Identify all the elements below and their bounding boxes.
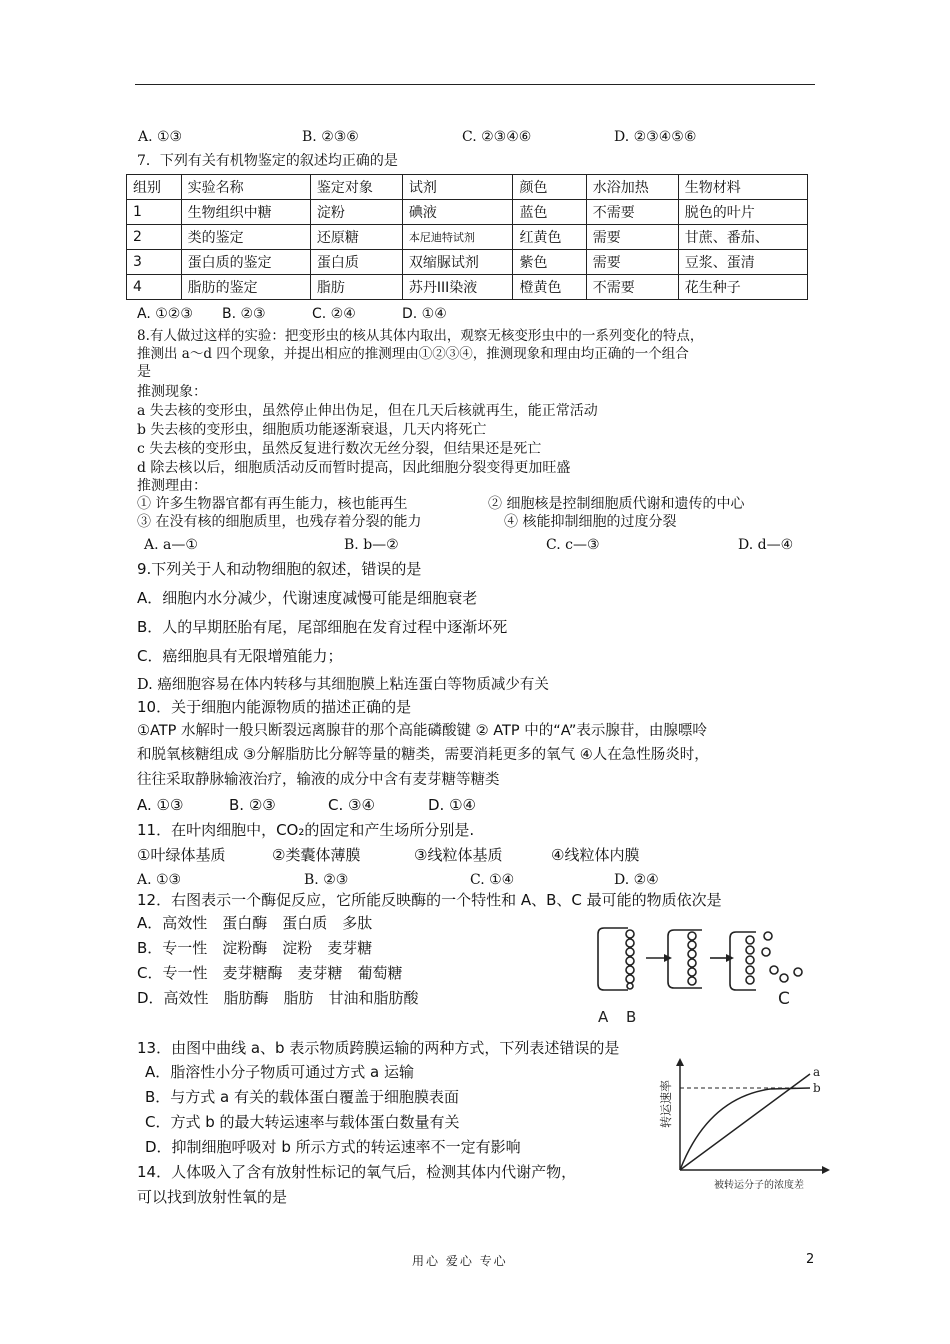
table-cell: 碘液: [402, 200, 513, 225]
x-axis-label: 被转运分子的浓度差: [714, 1180, 804, 1191]
q7-option-c: C. ②④: [312, 306, 356, 322]
q11-item-1: ①叶绿体基质: [137, 846, 226, 864]
curve-b-label: b: [813, 1081, 821, 1095]
fig-label-c: C: [778, 989, 790, 1009]
table-header-cell: 鉴定对象: [310, 175, 402, 200]
q12-option-c: C．专一性 麦芽糖酶 麦芽糖 葡萄糖: [137, 964, 403, 982]
transport-rate-graph: [650, 1058, 830, 1198]
table-cell: 4: [127, 275, 182, 300]
q12-option-b: B．专一性 淀粉酶 淀粉 麦芽糖: [137, 939, 373, 957]
q13-option-d: D．抑制细胞呼吸对 b 所示方式的转运速率不一定有影响: [145, 1138, 521, 1156]
q9-stem: 9.下列关于人和动物细胞的叙述，错误的是: [137, 560, 422, 578]
q8-phenomenon-b: b 失去核的变形虫，细胞质功能逐渐衰退，几天内将死亡: [137, 422, 487, 438]
q11-option-d: D. ②④: [614, 872, 659, 888]
curve-b: [680, 1088, 810, 1170]
q8-reason-1: ① 许多生物器官都有再生能力，核也能再生: [137, 496, 408, 512]
q9-option-a: A．细胞内水分减少，代谢速度减慢可能是细胞衰老: [137, 589, 478, 607]
table-cell: 3: [127, 250, 182, 275]
substrate-chain: [626, 930, 634, 989]
table-cell: 豆浆、蛋清: [678, 250, 807, 275]
table-cell: 蓝色: [513, 200, 586, 225]
q8-reasons-title: 推测理由：: [137, 478, 207, 494]
table-cell: 需要: [586, 225, 678, 250]
enzyme-reaction-diagram: [590, 922, 810, 1032]
q11-option-b: B. ②③: [304, 872, 349, 888]
enzyme-shape: [730, 932, 756, 990]
q7-option-d: D. ①④: [402, 306, 447, 322]
table-cell: 红黄色: [513, 225, 586, 250]
q12-option-d: D．高效性 脂肪酶 脂肪 甘油和脂肪酸: [137, 989, 419, 1007]
table-cell: 双缩脲试剂: [402, 250, 513, 275]
table-row: [127, 200, 808, 225]
q13-stem: 13．由图中曲线 a、b 表示物质跨膜运输的两种方式，下列表述错误的是: [137, 1039, 620, 1057]
q10-option-b: B. ②③: [229, 796, 276, 814]
q6-option-b: B. ②③⑥: [302, 129, 359, 145]
q8-phenomenon-a: a 失去核的变形虫，虽然停止伸出伪足，但在几天后核就再生，能正常活动: [137, 403, 598, 419]
q8-option-c: C. c—③: [546, 537, 600, 553]
table-cell: 花生种子: [678, 275, 807, 300]
table-cell: 脂肪: [310, 275, 402, 300]
q9-option-c: C．癌细胞具有无限增殖能力；: [137, 647, 343, 665]
q14-line-1: 14．人体吸入了含有放射性标记的氧气后，检测其体内代谢产物，: [137, 1163, 577, 1181]
table-row: [127, 275, 808, 300]
page-number: 2: [806, 1252, 815, 1267]
q6-option-d: D. ②③④⑤⑥: [614, 129, 697, 145]
table-cell: 甘蔗、番茄、: [678, 225, 807, 250]
table-cell: 淀粉: [310, 200, 402, 225]
table-header-cell: 实验名称: [181, 175, 310, 200]
table-header-cell: 水浴加热: [586, 175, 678, 200]
q11-stem: 11．在叶肉细胞中，CO₂的固定和产生场所分别是.: [137, 821, 475, 839]
q12-stem: 12．右图表示一个酶促反应，它所能反映酶的一个特性和 A、B、C 最可能的物质依次是: [137, 891, 722, 909]
q10-option-a: A. ①③: [137, 796, 184, 814]
q10-line-3: 往往采取静脉输液治疗，输液的成分中含有麦芽糖等糖类: [137, 772, 500, 788]
q8-stem-line-3: 是: [137, 364, 151, 380]
q13-option-a: A．脂溶性小分子物质可通过方式 a 运输: [145, 1063, 414, 1081]
table-cell: 还原糖: [310, 225, 402, 250]
q7-option-a: A. ①②③: [137, 306, 193, 322]
header-rule: [135, 84, 815, 85]
q8-option-b: B. b—②: [344, 537, 399, 553]
q8-stem-line-1: 8.有人做过这样的实验：把变形虫的核从其体内取出，观察无核变形虫中的一系列变化的特点，: [137, 328, 704, 344]
q8-option-d: D. d—④: [738, 537, 794, 553]
table-cell: 蛋白质的鉴定: [181, 250, 310, 275]
table-cell: 橙黄色: [513, 275, 586, 300]
table-header-cell: 颜色: [513, 175, 586, 200]
q11-option-c: C. ①④: [470, 872, 515, 888]
table-cell: 蛋白质: [310, 250, 402, 275]
table-cell: 脱色的叶片: [678, 200, 807, 225]
table-cell: 苏丹III染液: [402, 275, 513, 300]
table-cell: 不需要: [586, 275, 678, 300]
q7-table: [126, 174, 808, 300]
q14-line-2: 可以找到放射性氧的是: [137, 1188, 288, 1206]
table-row: [127, 250, 808, 275]
fig-label-a: A: [598, 1008, 609, 1026]
table-header-cell: 试剂: [402, 175, 513, 200]
q10-option-d: D. ①④: [428, 796, 476, 814]
q13-option-c: C．方式 b 的最大转运速率与载体蛋白数量有关: [145, 1113, 460, 1131]
q9-option-d: D. 癌细胞容易在体内转移与其细胞膜上粘连蛋白等物质减少有关: [137, 677, 549, 693]
table-header-row: [127, 175, 808, 200]
q11-item-2: ②类囊体薄膜: [272, 846, 361, 864]
q11-item-3: ③线粒体基质: [414, 846, 503, 864]
table-header-cell: 生物材料: [678, 175, 807, 200]
page-footer: 用心 爱心 专心: [412, 1254, 508, 1268]
q6-option-a: A. ①③: [138, 129, 183, 145]
q7-option-b: B. ②③: [222, 306, 266, 322]
q6-option-c: C. ②③④⑥: [462, 129, 532, 145]
q8-phenomena-title: 推测现象：: [137, 384, 207, 400]
table-row: [127, 225, 808, 250]
q8-reason-4: ④ 核能抑制细胞的过度分裂: [504, 514, 677, 530]
table-cell: 紫色: [513, 250, 586, 275]
y-axis-label: 转运速率: [659, 1079, 673, 1128]
q7-stem: 7．下列有关有机物鉴定的叙述均正确的是: [137, 153, 398, 169]
curve-a-label: a: [813, 1065, 821, 1079]
fig-label-b: B: [626, 1008, 637, 1026]
q8-phenomenon-c: c 失去核的变形虫，虽然反复进行数次无丝分裂，但结果还是死亡: [137, 441, 542, 457]
enzyme-shape: [668, 930, 702, 988]
table-cell: 2: [127, 225, 182, 250]
q10-option-c: C. ③④: [328, 796, 375, 814]
q10-stem: 10．关于细胞内能源物质的描述正确的是: [137, 698, 412, 716]
q8-reason-2: ② 细胞核是控制细胞质代谢和遗传的中心: [488, 496, 745, 512]
table-cell: 脂肪的鉴定: [181, 275, 310, 300]
q10-line-2: 和脱氧核糖组成 ③分解脂肪比分解等量的糖类，需要消耗更多的氧气 ④人在急性肠炎时，: [137, 747, 709, 763]
table-cell: 生物组织中糖: [181, 200, 310, 225]
table-cell: 不需要: [586, 200, 678, 225]
table-cell: 本尼迪特试剂: [402, 225, 513, 250]
table-header-cell: 组别: [127, 175, 182, 200]
q13-option-b: B．与方式 a 有关的载体蛋白覆盖于细胞膜表面: [145, 1088, 460, 1106]
q8-reason-3: ③ 在没有核的细胞质里，也残存着分裂的能力: [137, 514, 422, 530]
q11-option-a: A. ①③: [137, 872, 182, 888]
table-cell: 需要: [586, 250, 678, 275]
q8-phenomenon-d: d 除去核以后，细胞质活动反而暂时提高，因此细胞分裂变得更加旺盛: [137, 460, 571, 476]
q10-line-1: ①ATP 水解时一般只断裂远离腺苷的那个高能磷酸键 ② ATP 中的“A”表示腺苷，由腺嘌呤: [137, 723, 707, 739]
q11-item-4: ④线粒体内膜: [551, 846, 640, 864]
table-cell: 类的鉴定: [181, 225, 310, 250]
q9-option-b: B．人的早期胚胎有尾，尾部细胞在发育过程中逐渐坏死: [137, 618, 508, 636]
q8-option-a: A. a—①: [144, 537, 198, 553]
q8-stem-line-2: 推测出 a～d 四个现象，并提出相应的推测理由①②③④，推测现象和理由均正确的一个组合: [137, 346, 689, 362]
q12-option-a: A．高效性 蛋白酶 蛋白质 多肽: [137, 914, 373, 932]
table-cell: 1: [127, 200, 182, 225]
enzyme-shape: [598, 928, 628, 990]
